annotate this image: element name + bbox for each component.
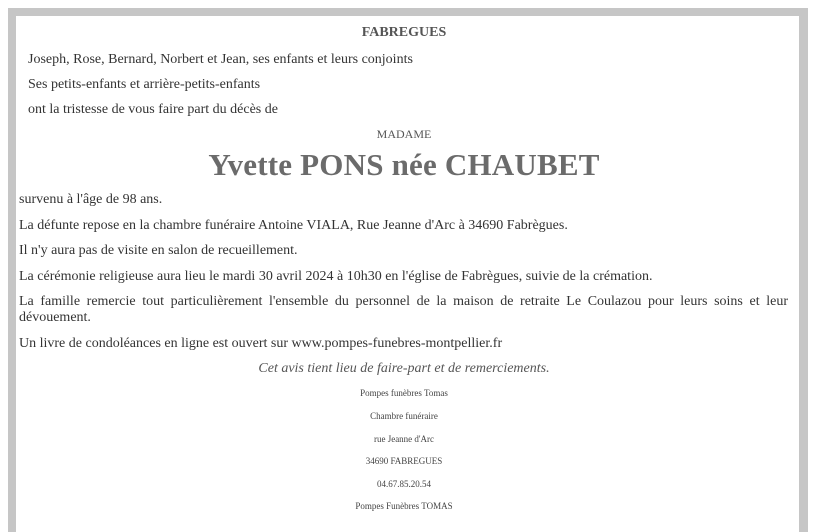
footer-city: 34690 FABREGUES (365, 456, 443, 466)
rest-place-line: La défunte repose en la chambre funéraire Antoine VIALA, Rue Jeanne d'Arc à 34690 Fabrègues. (19, 218, 568, 233)
footer-company: Pompes funèbres Tomas (360, 388, 448, 398)
closing-note: Cet avis tient lieu de faire-part et de remerciements. (258, 361, 550, 376)
footer-street: rue Jeanne d'Arc (373, 434, 435, 444)
footer-facility: Chambre funéraire (370, 411, 438, 421)
town-heading: FABREGUES (361, 25, 447, 40)
obituary-notice (16, 16, 799, 532)
age-line: survenu à l'âge de 98 ans. (19, 192, 163, 207)
announcement-line: ont la tristesse de vous faire part du décès de (28, 102, 278, 117)
no-visit-line: Il n'y aura pas de visite en salon de recueillement. (19, 243, 298, 258)
footer-company-upper: Pompes Funèbres TOMAS (355, 501, 453, 511)
thanks-paragraph: La famille remercie tout particulièrement l'ensemble du personnel de la maison de retraite Le Coulazou pour leurs soins et leur dévouement. (19, 294, 788, 325)
guestbook-line: Un livre de condoléances en ligne est ouvert sur www.pompes-funebres-montpellier.fr (19, 336, 503, 351)
civility-label: MADAME (376, 127, 432, 141)
deceased-name: Yvette PONS née CHAUBET (208, 147, 600, 182)
family-line-children: Joseph, Rose, Bernard, Norbert et Jean, ses enfants et leurs conjoints (28, 52, 413, 67)
footer-phone: 04.67.85.20.54 (377, 479, 431, 489)
ceremony-line: La cérémonie religieuse aura lieu le mardi 30 avril 2024 à 10h30 en l'église de Fabrègues, suivie de la crémation. (19, 269, 653, 284)
family-line-grandchildren: Ses petits-enfants et arrière-petits-enfants (28, 77, 261, 92)
